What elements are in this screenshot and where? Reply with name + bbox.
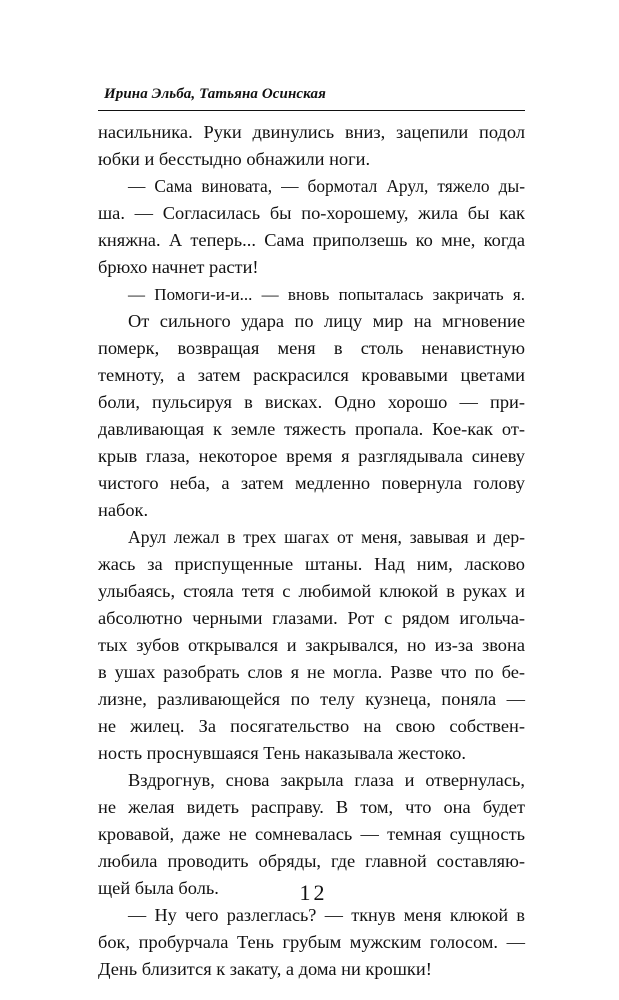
text-line: — Сама виновата, — бормотал Арул, тяжело ды- [128, 176, 525, 196]
text-line: щей была боль. [98, 878, 219, 898]
text-line: — Ну чего разлеглась? — ткнув меня клюкой в [128, 905, 525, 925]
text-line: темноту, а затем раскрасился кровавыми цветами [98, 365, 525, 385]
text-line: Арул лежал в трех шагах от меня, завывая и дер- [128, 527, 525, 547]
text-line: От сильного удара по лицу мир на мгновение [128, 311, 525, 331]
text-line: тых зубов открывался и закрывался, но из-за звона [98, 635, 525, 655]
text-line: жась за приспущенные штаны. Над ним, ласково [98, 554, 525, 574]
running-header: Ирина Эльба, Татьяна Осинская [104, 86, 326, 102]
text-line: лизне, разливающейся по телу кузнеца, поняла — [98, 689, 525, 709]
text-line: померк, возвращая меня в столь ненавистную [98, 338, 525, 358]
text-line: День близится к закату, а дома ни крошки! [98, 959, 432, 979]
text-line: бок, пробурчала Тень грубым мужским голосом. — [98, 932, 525, 952]
text-line: боли, пульсируя в висках. Одно хорошо — при- [98, 392, 525, 412]
text-line: в ушах разобрать слов я не могла. Разве что по бе- [98, 662, 525, 682]
text-line: чистого неба, а затем медленно повернула голову [98, 473, 525, 493]
text-line: насильника. Руки двинулись вниз, зацепили подол [98, 122, 525, 142]
text-line: не желая видеть расправу. В том, что она будет [98, 797, 525, 817]
text-line: Вздрогнув, снова закрыла глаза и отвернулась, [128, 770, 525, 790]
text-line: ша. — Согласилась бы по-хорошему, жила бы как [98, 203, 525, 223]
text-line: крыв глаза, некоторое время я разглядывала синеву [98, 446, 525, 466]
page-number: 12 [299, 880, 328, 905]
text-line: ность проснувшаяся Тень наказывала жестоко. [98, 743, 466, 763]
text-line: любила проводить обряды, где главной составляю- [98, 851, 525, 871]
text-line: — Помоги-и-и... — вновь попыталась закричать я. [128, 285, 525, 304]
header-rule [98, 110, 525, 111]
text-line: не жилец. За посягательство на свою собствен- [98, 716, 525, 736]
text-line: набок. [98, 500, 149, 520]
text-line: княжна. А теперь... Сама приползешь ко мне, когда [98, 230, 525, 250]
text-line: абсолютно черными глазами. Рот с рядом игольча- [98, 608, 525, 628]
text-line: улыбаясь, стояла тетя с любимой клюкой в руках и [98, 581, 525, 601]
text-line: давливающая к земле тяжесть пропала. Кое-как от- [98, 419, 525, 439]
page-body-text [98, 119, 525, 983]
text-line: брюхо начнет расти! [98, 257, 259, 277]
text-line: кровавой, даже не сомневалась — темная сущность [98, 824, 525, 844]
text-line: юбки и бесстыдно обнажили ноги. [98, 149, 371, 169]
